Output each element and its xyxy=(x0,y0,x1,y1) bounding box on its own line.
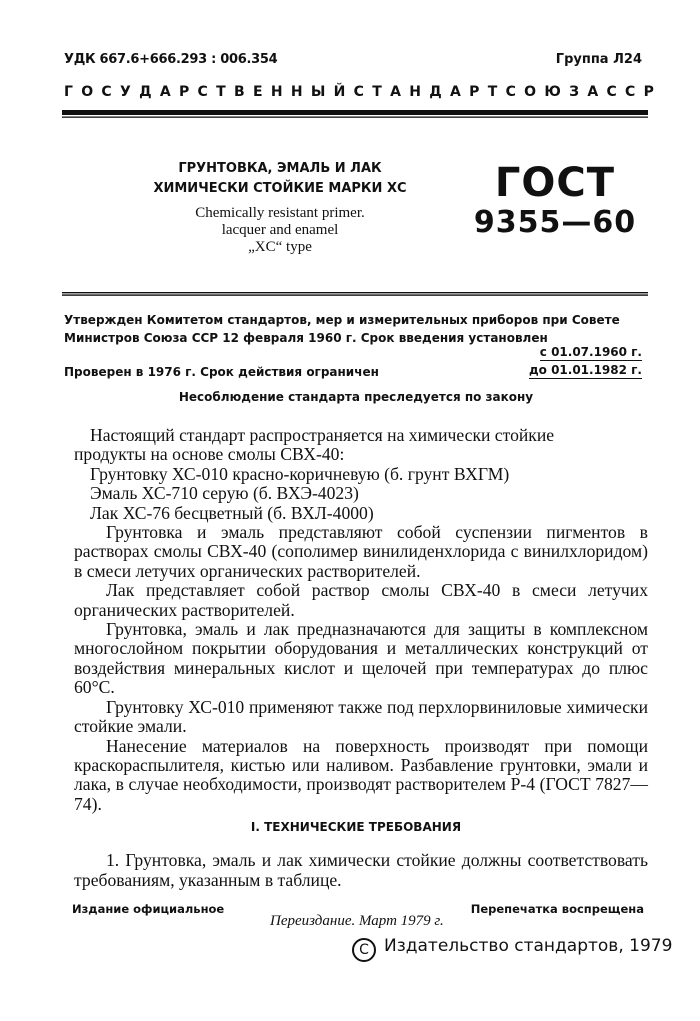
copyright-line xyxy=(352,936,672,962)
copyright-icon: C xyxy=(352,938,376,962)
banner-word-ssr: ССР xyxy=(606,84,663,100)
introduction-date: с 01.07.1960 г. xyxy=(539,345,642,359)
copyright-text: Издательство стандартов, 1979 xyxy=(384,936,673,956)
list-item-lacquer: Лак ХС-76 бесцветный (б. ВХЛ-4000) xyxy=(90,502,374,523)
paragraph-composition: Грунтовка и эмаль представляют собой суспензии пигментов в растворах смолы СВХ-40 (сополимер винилиденхлорида с винилхлоридом) в смеси летучих органических растворителей. xyxy=(74,522,648,581)
gost-label: ГОСТ xyxy=(494,160,616,206)
state-standard-banner xyxy=(64,84,663,100)
paragraph-scope: Настоящий стандарт распространяется на химически стойкие xyxy=(90,425,555,445)
reissue-note: Переиздание. Март 1979 г. xyxy=(270,913,444,929)
list-item-primer: Грунтовку ХС-010 красно-коричневую (б. грунт ВХГМ) xyxy=(90,463,510,484)
banner-word-union: СОЮЗА xyxy=(505,84,607,100)
clause-1: 1. Грунтовка, эмаль и лак химически стойкие должны соответствовать требованиям, указанным в таблице. xyxy=(74,850,648,890)
section-heading: I. ТЕХНИЧЕСКИЕ ТРЕБОВАНИЯ xyxy=(250,820,462,834)
gost-number: 9355—60 xyxy=(473,205,637,240)
title-double-rule xyxy=(62,292,648,296)
banner-word-standard: СТАНДАРТ xyxy=(353,84,506,100)
paragraph-purpose: Грунтовка, эмаль и лак предназначаются для защиты в комплексном многослойном покрытии оборудования и металлических конструкций от воздействия минеральных кислот и щелочей при температурах до плюс 60°С. xyxy=(74,619,648,698)
paragraph-lacquer: Лак представляет собой раствор смолы СВХ-40 в смеси летучих органических растворителей. xyxy=(74,580,648,620)
title-ru-line-2: ХИМИЧЕСКИ СТОЙКИЕ МАРКИ ХС xyxy=(153,181,407,196)
udk-code: УДК 667.6+666.293 : 006.354 xyxy=(64,52,278,67)
approval-text: Утвержден Комитетом стандартов, мер и измерительных приборов при Совете Министров Союза ССР 12 февраля 1960 г. Срок введения установлен xyxy=(64,313,620,345)
checked-text: Проверен в 1976 г. Срок действия ограничен xyxy=(64,365,379,379)
header-double-rule xyxy=(62,110,648,118)
body-text xyxy=(74,425,648,814)
paragraph-application: Нанесение материалов на поверхность производят при помощи краскораспылителя, кистью или наливом. Разбавление грунтовки, эмали и лака, в случае необходимости, производят растворителем Р-4 (ГОСТ 7827—74). xyxy=(74,735,648,814)
paragraph-primer-use: Грунтовку ХС-010 применяют также под перхлорвиниловые химически стойкие эмали. xyxy=(74,696,648,737)
title-english xyxy=(150,205,410,256)
nonobservance-notice: Несоблюдение стандарта преследуется по закону xyxy=(178,390,534,404)
list-item-enamel: Эмаль ХС-710 серую (б. ВХЭ-4023) xyxy=(90,483,359,504)
banner-word-state: ГОСУДАРСТВЕННЫЙ xyxy=(64,84,354,100)
title-en-line-3: „XC“ type xyxy=(248,239,312,255)
validity-limit-date: до 01.01.1982 г. xyxy=(528,363,642,377)
reprint-ban-label: Перепечатка воспрещена xyxy=(470,902,644,916)
title-russian xyxy=(130,159,430,199)
group-code: Группа Л24 xyxy=(555,52,642,67)
official-edition-label: Издание официальное xyxy=(72,902,225,916)
title-en-line-1: Chemically resistant primer. xyxy=(195,205,365,221)
title-ru-line-1: ГРУНТОВКА, ЭМАЛЬ И ЛАК xyxy=(178,161,382,176)
title-en-line-2: lacquer and enamel xyxy=(221,222,339,238)
paragraph-scope-continued: продукты на основе смолы СВХ-40: xyxy=(74,444,345,465)
